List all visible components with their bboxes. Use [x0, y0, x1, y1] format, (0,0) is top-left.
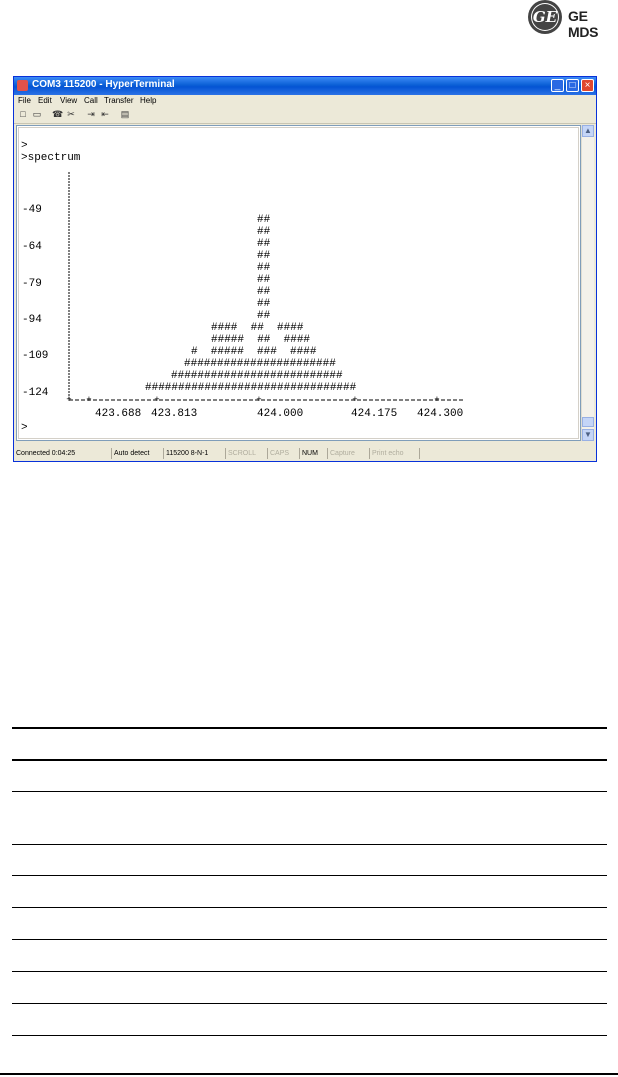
spectrum-row: ##### ## #### [211, 334, 311, 346]
scroll-down-icon[interactable]: ▼ [582, 429, 594, 441]
spectrum-row: ## [257, 226, 271, 238]
x-tick-label: 424.175 [351, 408, 398, 420]
receive-icon[interactable]: ⇤ [101, 109, 109, 119]
disconnect-icon[interactable]: ✂ [67, 109, 75, 119]
status-caps: CAPS [268, 448, 300, 459]
svg-text:+: + [434, 395, 440, 405]
ge-mds-logo [528, 0, 618, 40]
table-row-divider [12, 791, 607, 792]
status-scroll: SCROLL [226, 448, 268, 459]
svg-text:+: + [86, 395, 92, 405]
status-settings: 115200 8-N-1 [164, 448, 226, 459]
x-tick-label: 424.000 [257, 408, 304, 420]
menu-transfer[interactable]: Transfer [104, 96, 134, 105]
status-detect: Auto detect [112, 448, 164, 459]
properties-icon[interactable]: ▤ [120, 109, 130, 119]
spectrum-row: ########################## [171, 370, 343, 382]
spectrum-row: ## [257, 250, 271, 262]
table-header-rule [12, 759, 607, 761]
y-tick-label: -64 [22, 241, 42, 253]
spectrum-row: ## [257, 214, 271, 226]
logo-text: GE MDS [568, 8, 599, 40]
send-icon[interactable]: ⇥ [87, 109, 95, 119]
menu-edit[interactable]: Edit [38, 96, 52, 105]
spectrum-row: ## [257, 274, 271, 286]
svg-text:+: + [154, 395, 160, 405]
table-row-divider [12, 1035, 607, 1036]
x-tick-label: 424.300 [417, 408, 464, 420]
minimize-button[interactable]: _ [551, 79, 564, 92]
spectrum-row: ## [257, 286, 271, 298]
spectrum-row: ################################ [145, 382, 357, 394]
status-bar [14, 446, 596, 461]
y-tick-label: -124 [22, 387, 49, 399]
menu-call[interactable]: Call [84, 96, 98, 105]
status-print: Print echo [370, 448, 420, 459]
scroll-thumb[interactable] [582, 417, 594, 427]
table-row-divider [12, 971, 607, 972]
phone-icon[interactable]: ☎ [52, 109, 64, 119]
menu-help[interactable]: Help [140, 96, 157, 105]
prompt-line: > [21, 140, 28, 152]
table-row-divider [12, 875, 607, 876]
command-line: >spectrum [21, 152, 81, 164]
spectrum-row: ## [257, 238, 271, 250]
hyperterminal-icon [17, 80, 28, 91]
spectrum-row: #### ## #### [211, 322, 304, 334]
status-connected: Connected 0:04:25 [14, 448, 112, 459]
spectrum-row: ####################### [184, 358, 336, 370]
spectrum-row: ## [257, 310, 271, 322]
y-tick-label: -49 [22, 204, 42, 216]
spectrum-row: # ##### ### #### [191, 346, 317, 358]
window-title: COM3 115200 - HyperTerminal [32, 79, 175, 90]
table-top-rule [12, 727, 607, 729]
vertical-scrollbar[interactable] [581, 125, 594, 441]
table-row-divider [12, 907, 607, 908]
spectrum-row: ## [257, 298, 271, 310]
status-capture: Capture [328, 448, 370, 459]
y-tick-label: -94 [22, 314, 42, 326]
x-tick-label: 423.688 [95, 408, 142, 420]
y-tick-label: -109 [22, 350, 49, 362]
scroll-up-icon[interactable]: ▲ [582, 125, 594, 137]
maximize-button[interactable]: □ [566, 79, 579, 92]
toolbar [14, 107, 596, 124]
menu-file[interactable]: File [18, 96, 31, 105]
close-button[interactable]: × [581, 79, 594, 92]
open-icon[interactable]: ▭ [32, 109, 42, 119]
table-row-divider [12, 939, 607, 940]
new-icon[interactable]: □ [20, 109, 26, 119]
table-row-divider [12, 844, 607, 845]
spectrum-row: ## [257, 262, 271, 274]
svg-text:+: + [256, 395, 262, 405]
x-tick-label: 423.813 [151, 408, 198, 420]
prompt-line: > [21, 422, 28, 434]
table-bottom-rule [0, 1073, 618, 1075]
menu-bar [14, 95, 596, 107]
hyperterminal-window [13, 76, 597, 462]
svg-text:+: + [66, 395, 72, 405]
terminal-area[interactable] [16, 125, 581, 441]
ge-logo-icon: GE [528, 0, 562, 34]
svg-text:+: + [352, 395, 358, 405]
y-tick-label: -79 [22, 278, 42, 290]
menu-view[interactable]: View [60, 96, 78, 105]
table-row-divider [12, 1003, 607, 1004]
title-bar[interactable] [14, 77, 596, 95]
status-num: NUM [300, 448, 328, 459]
